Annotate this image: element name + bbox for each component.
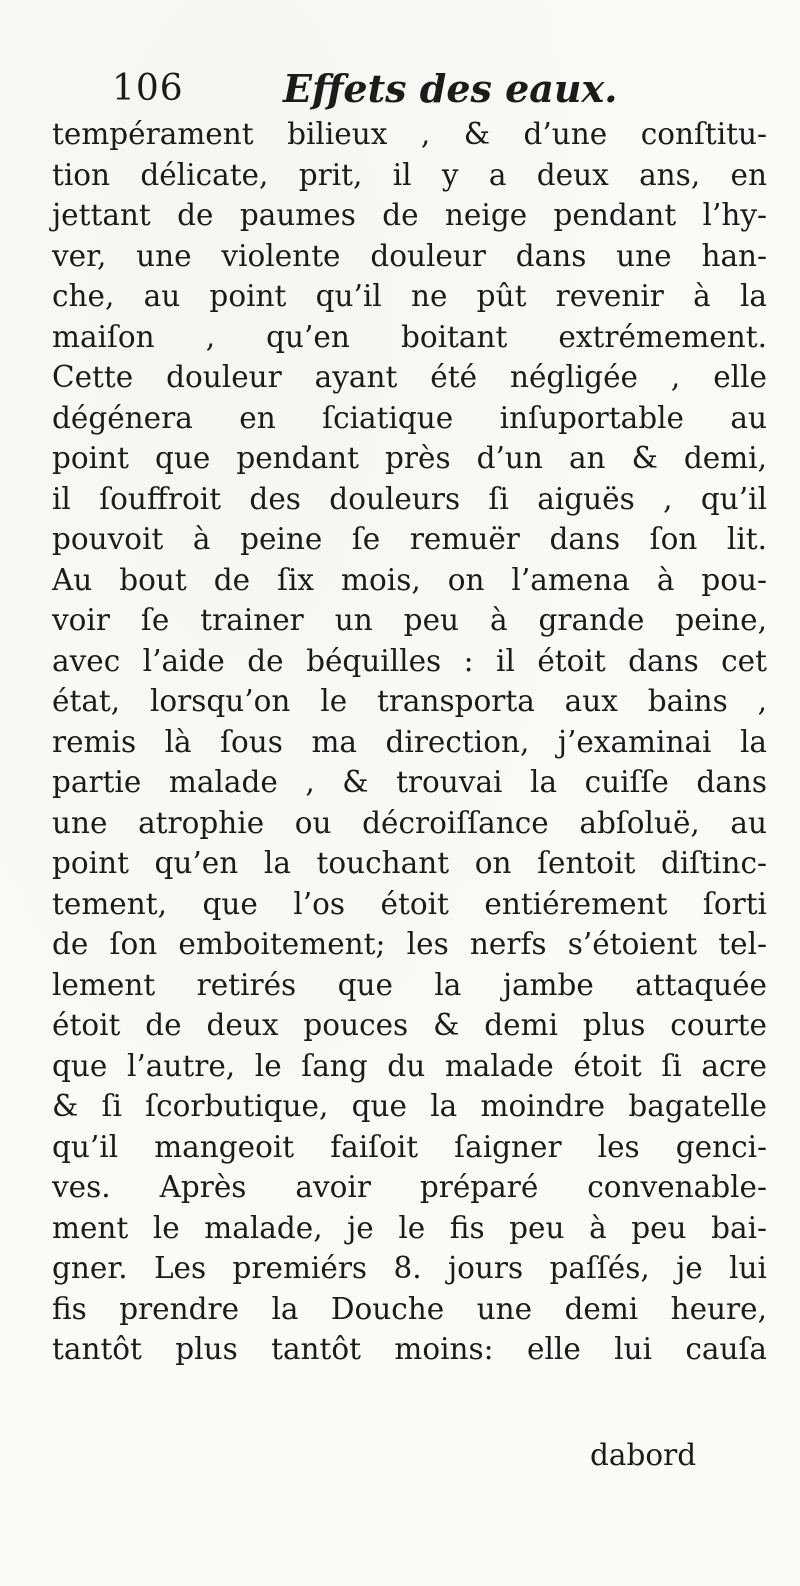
running-title: Effets des eaux. — [283, 66, 618, 111]
text-line: voir ſe trainer un peu à grande peine, — [52, 603, 767, 637]
text-line: pouvoit à peine ſe remuër dans ſon lit. — [52, 522, 767, 556]
text-line: tempérament bilieux , & d’une conſtitu- — [52, 117, 767, 151]
text-line: & ſi ſcorbutique, que la moindre bagatelle — [52, 1089, 767, 1123]
text-line: il ſouffroit des douleurs ſi aiguës , qu’il — [52, 481, 767, 516]
text-line: tement, que l’os étoit entiérement ſorti — [52, 886, 767, 921]
text-line: état, lorsqu’on le transporta aux bains , — [52, 684, 767, 718]
text-line: partie malade , & trouvai la cuiſſe dans — [52, 765, 767, 799]
text-line: étoit de deux pouces & demi plus courte — [52, 1008, 767, 1042]
text-line: point que pendant près d’un an & demi, — [52, 441, 767, 475]
text-line: tion délicate, prit, il y a deux ans, en — [52, 157, 767, 192]
running-head — [0, 64, 800, 114]
text-line: remis là ſous ma direction, j’examinai la — [52, 724, 767, 759]
text-line: ment le malade, je le fis peu à peu bai- — [52, 1210, 767, 1245]
text-line: Cette douleur ayant été négligée , elle — [52, 360, 767, 394]
text-line: ver, une violente douleur dans une han- — [52, 238, 767, 273]
text-line: lement retirés que la jambe attaquée — [52, 967, 767, 1002]
text-line: tantôt plus tantôt moins: elle lui cauſa — [52, 1332, 767, 1366]
text-line: maiſon , qu’en boitant extrémement. — [52, 319, 767, 354]
text-line: qu’il mangeoit faiſoit ſaigner les genci- — [52, 1129, 767, 1164]
text-line: che, au point qu’il ne pût revenir à la — [52, 279, 767, 313]
page-number: 106 — [112, 68, 184, 109]
catchword: dabord — [590, 1438, 697, 1472]
text-line: dégénera en ſciatique inſuportable au — [52, 400, 767, 435]
text-line: avec l’aide de béquilles : il étoit dans cet — [52, 643, 767, 678]
text-line: ves. Après avoir préparé convenable- — [52, 1170, 767, 1204]
text-line: de ſon emboitement; les nerfs s’étoient tel- — [52, 927, 767, 961]
text-line: jettant de paumes de neige pendant l’hy- — [52, 198, 767, 232]
body-text — [52, 114, 767, 1370]
text-line: que l’autre, le ſang du malade étoit ſi acre — [52, 1048, 767, 1083]
text-line: fis prendre la Douche une demi heure, — [52, 1291, 767, 1326]
text-line: point qu’en la touchant on ſentoit diſtinc- — [52, 846, 767, 880]
text-line: Au bout de ſix mois, on l’amena à pou- — [52, 562, 767, 597]
text-line: une atrophie ou décroiſſance abſoluë, au — [52, 805, 767, 840]
text-line: gner. Les premiérs 8. jours paſſés, je lui — [52, 1251, 767, 1285]
